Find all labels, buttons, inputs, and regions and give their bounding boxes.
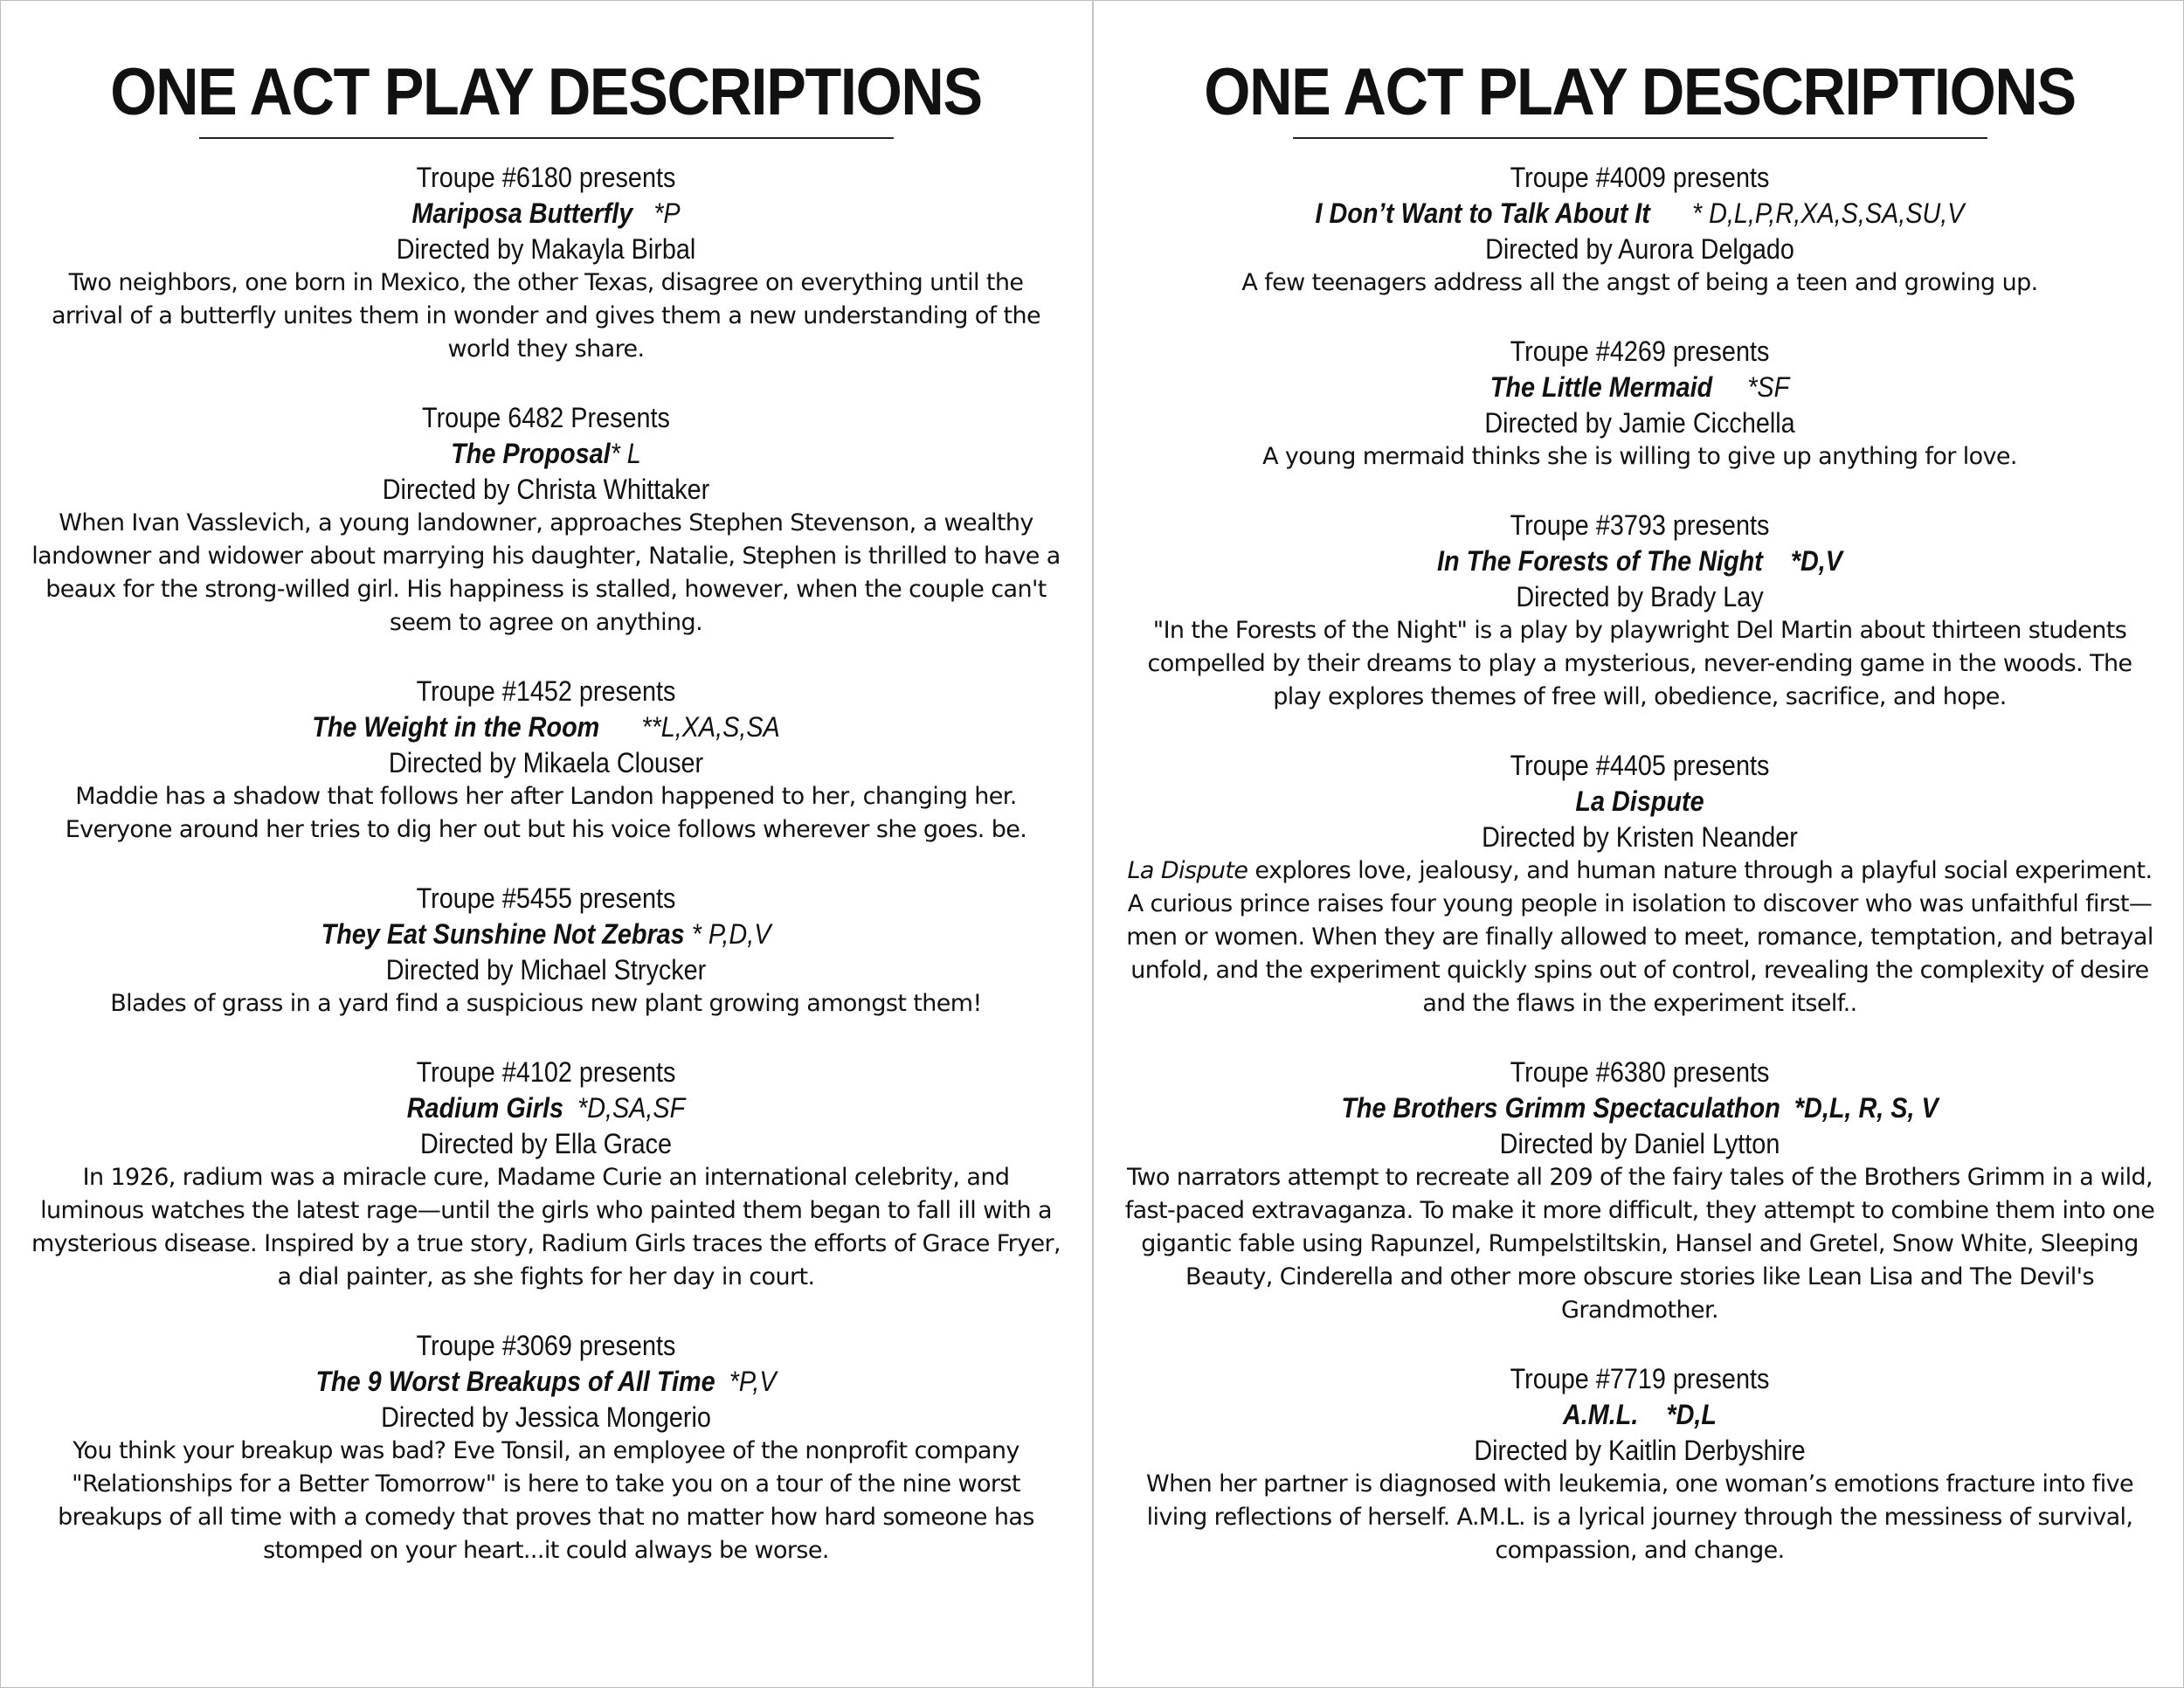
play-entry bbox=[1124, 1361, 2155, 1567]
troupe-line: Troupe #6380 presents bbox=[1510, 1056, 1770, 1088]
play-description: A young mermaid thinks she is willing to give up anything for love. bbox=[1262, 443, 2017, 470]
play-description: "In the Forests of the Night" is a play by playwright Del Martin about thirteen students compelled by their dreams to play a mysterious, never-ending game in the woods. The play explores themes of free will, obedience, sacrifice, and hope. bbox=[1147, 617, 2132, 710]
play-name: In The Forests of The Night bbox=[1436, 545, 1763, 577]
play-title-line bbox=[1176, 369, 2104, 405]
play-name: The Proposal bbox=[451, 438, 611, 469]
description-italic-lead: La Dispute bbox=[1127, 857, 1248, 884]
play-name: The Brothers Grimm Spectaculathon bbox=[1341, 1092, 1780, 1124]
play-entry bbox=[31, 400, 1061, 640]
play-description: A few teenagers address all the angst of being a teen and growing up. bbox=[1241, 269, 2038, 296]
director-line: Directed by Kaitlin Derbyshire bbox=[1474, 1435, 1806, 1466]
play-description: In 1926, radium was a miracle cure, Madame Curie an international celebrity, and luminous watches the latest rage—until the girls who painted them began to fall ill with a mysterious disease. Inspired by a true story, Radium Girls traces the efforts of Grace Fryer, a dial painter, as she fights for her day in court. bbox=[31, 1164, 1061, 1290]
content-codes: *D,V bbox=[1790, 545, 1843, 577]
director-line: Directed by Aurora Delgado bbox=[1485, 233, 1794, 265]
right-page bbox=[1094, 0, 2184, 1688]
content-codes: * D,L,P,R,XA,S,SA,SU,V bbox=[1691, 197, 1965, 229]
play-description: Two narrators attempt to recreate all 209 of the fairy tales of the Brothers Grimm in a wild, fast-paced extravaganza. To make it more difficult, they attempt to combine them into one gigantic fable using Rapunzel, Rumpelstiltskin, Hansel and Gretel, Snow White, Sleeping Beauty, Cinderella and other more obscure stories like Lean Lisa and The Devil's Grandmother. bbox=[1124, 1164, 2155, 1324]
play-entry bbox=[31, 160, 1061, 366]
play-title-line bbox=[82, 1090, 1010, 1126]
content-codes: *D,L bbox=[1666, 1399, 1717, 1430]
director-line: Directed by Mikaela Clouser bbox=[388, 747, 704, 778]
troupe-line: Troupe #4102 presents bbox=[416, 1056, 676, 1088]
troupe-line: Troupe #1452 presents bbox=[416, 675, 676, 707]
play-description: Blades of grass in a yard find a suspicious new plant growing amongst them! bbox=[110, 990, 982, 1017]
play-title-line bbox=[82, 195, 1010, 232]
play-name: Mariposa Butterfly bbox=[411, 197, 633, 229]
play-entry bbox=[31, 1328, 1061, 1567]
play-entry bbox=[31, 674, 1061, 847]
play-name: They Eat Sunshine Not Zebras bbox=[321, 918, 685, 950]
director-line: Directed by Christa Whittaker bbox=[382, 474, 710, 505]
troupe-line: Troupe #7719 presents bbox=[1510, 1363, 1770, 1394]
play-title-line bbox=[1176, 1090, 2104, 1126]
play-title-line bbox=[82, 435, 1010, 472]
play-entry bbox=[1124, 334, 2155, 474]
play-title-line bbox=[1176, 195, 2104, 232]
play-entry bbox=[31, 1055, 1061, 1294]
troupe-line: Troupe #6180 presents bbox=[416, 162, 676, 193]
content-codes: *SF bbox=[1747, 371, 1790, 403]
play-title-line bbox=[1176, 543, 2104, 579]
play-description: Maddie has a shadow that follows her after Landon happened to her, changing her. Everyone around her tries to dig her out but his voice follows wherever she goes. be. bbox=[65, 783, 1027, 843]
director-line: Directed by Makayla Birbal bbox=[396, 233, 696, 265]
play-entry bbox=[1124, 160, 2155, 300]
play-title-line bbox=[1176, 1396, 2104, 1433]
director-line: Directed by Ella Grace bbox=[419, 1128, 673, 1159]
troupe-line: Troupe #4405 presents bbox=[1510, 750, 1770, 781]
content-codes: *P bbox=[653, 197, 681, 229]
director-line: Directed by Jessica Mongerio bbox=[381, 1401, 711, 1433]
play-title-line bbox=[1176, 783, 2104, 820]
play-title-line bbox=[82, 709, 1010, 745]
troupe-line: Troupe #4269 presents bbox=[1510, 336, 1770, 367]
play-name: The 9 Worst Breakups of All Time bbox=[315, 1366, 715, 1397]
content-codes: * P,D,V bbox=[691, 918, 771, 950]
play-title-line bbox=[82, 1363, 1010, 1400]
play-name: The Weight in the Room bbox=[312, 711, 600, 743]
page-title: ONE ACT PLAY DESCRIPTIONS bbox=[1204, 55, 2076, 129]
troupe-line: Troupe 6482 Presents bbox=[422, 402, 670, 433]
play-name: I Don’t Want to Talk About It bbox=[1315, 197, 1650, 229]
description-body: explores love, jealousy, and human nature through a playful social experiment. A curious prince raises four young people in isolation to discover who was unfaithful first—men or women. When they are finally allowed to meet, romance, temptation, and betrayal unfold, and the experiment quickly spins out of control, revealing the complexity of desire and the flaws in the experiment itself.. bbox=[1126, 857, 2153, 1017]
play-description: When Ivan Vasslevich, a young landowner, approaches Stephen Stevenson, a wealthy landowner and widower about marrying his daughter, Natalie, Stephen is thrilled to have a beaux for the strong-willed girl. His happiness is stalled, however, when the couple can't seem to agree on anything. bbox=[31, 509, 1061, 636]
director-line: Directed by Kristen Neander bbox=[1482, 821, 1798, 853]
content-codes: * L bbox=[610, 438, 641, 469]
troupe-line: Troupe #4009 presents bbox=[1510, 162, 1770, 193]
director-line: Directed by Brady Lay bbox=[1516, 581, 1764, 612]
play-name: Radium Girls bbox=[406, 1092, 563, 1124]
play-name: A.M.L. bbox=[1562, 1399, 1639, 1430]
play-name: The Little Mermaid bbox=[1489, 371, 1713, 403]
title-rule bbox=[199, 137, 894, 139]
director-line: Directed by Jamie Cicchella bbox=[1484, 407, 1795, 439]
content-codes: *P,V bbox=[729, 1366, 777, 1397]
play-description: You think your breakup was bad? Eve Tonsil, an employee of the nonprofit company "Relationships for a Better Tomorrow" is here to take you on a tour of the nine worst breakups of all time with a comedy that proves that no matter how hard someone has stomped on your heart...it could always be worse. bbox=[58, 1437, 1034, 1564]
play-entry bbox=[1124, 748, 2155, 1020]
content-codes: *D,L, R, S, V bbox=[1794, 1092, 1939, 1124]
play-description bbox=[1124, 854, 2155, 1020]
page-title: ONE ACT PLAY DESCRIPTIONS bbox=[110, 55, 982, 129]
troupe-line: Troupe #3793 presents bbox=[1510, 509, 1770, 541]
play-name: La Dispute bbox=[1575, 785, 1704, 817]
play-title-line bbox=[82, 916, 1010, 952]
director-line: Directed by Daniel Lytton bbox=[1499, 1128, 1780, 1159]
troupe-line: Troupe #5455 presents bbox=[416, 882, 676, 914]
play-entry bbox=[1124, 1055, 2155, 1327]
title-rule bbox=[1293, 137, 1987, 139]
director-line: Directed by Michael Strycker bbox=[385, 954, 707, 986]
play-description: Two neighbors, one born in Mexico, the other Texas, disagree on everything until the arrival of a butterfly unites them in wonder and gives them a new understanding of the world they share. bbox=[51, 269, 1041, 363]
content-codes: **L,XA,S,SA bbox=[641, 711, 780, 743]
play-description: When her partner is diagnosed with leukemia, one woman’s emotions fracture into five living reflections of herself. A.M.L. is a lyrical journey through the messiness of survival, compassion, and change. bbox=[1145, 1470, 2133, 1564]
troupe-line: Troupe #3069 presents bbox=[416, 1330, 676, 1361]
play-entry bbox=[31, 881, 1061, 1020]
content-codes: *D,SA,SF bbox=[577, 1092, 686, 1124]
play-entry bbox=[1124, 508, 2155, 714]
